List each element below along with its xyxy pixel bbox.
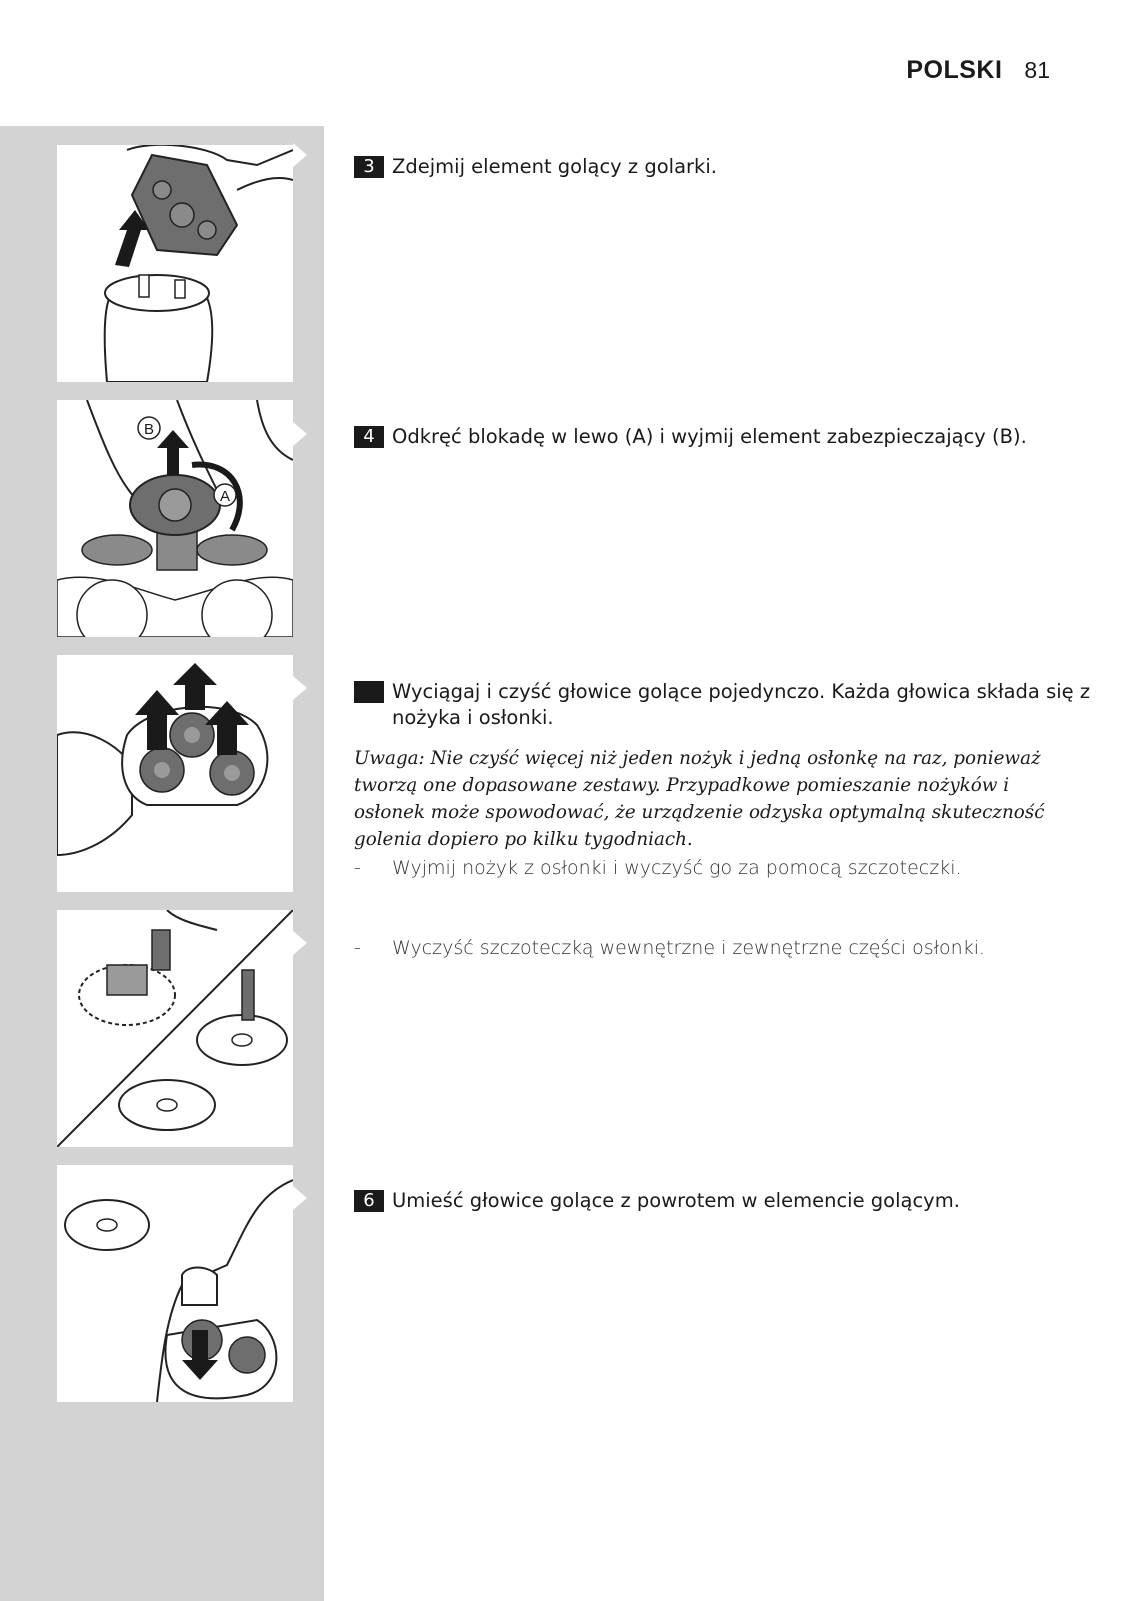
panel-notch (293, 143, 307, 167)
step-number: 5 (354, 681, 384, 703)
step-text: Odkręć blokadę w lewo (A) i wyjmij element zabezpieczający (B). (392, 425, 1027, 448)
step-text: Wyciągaj i czyść głowice golące pojedynczo. Każda głowica składa się z nożyka i osłonki. (392, 680, 1091, 729)
illustration-clean-guard (57, 910, 293, 1147)
step-number: 3 (354, 156, 384, 178)
warning-note: Uwaga: Nie czyść więcej niż jeden nożyk i jedną osłonkę na raz, ponieważ tworzą one dopasowane zestawy. Przypadkowe pomieszanie nożyków i osłonek może spowodować, że urządzenie odzyska optymalną skuteczność golenia dopiero po kilku tygodniach. (354, 748, 1045, 850)
illustration-remove-shaving-heads (57, 655, 293, 892)
step-4 (354, 424, 1074, 450)
bullet-dash: - (354, 857, 361, 879)
step-6 (354, 1188, 1074, 1214)
panel-notch (293, 1186, 307, 1210)
panel-notch (293, 422, 307, 446)
step-text: Umieść głowice golące z powrotem w elemencie golącym. (392, 1189, 960, 1212)
page-number: 81 (1024, 57, 1050, 83)
label-a: A (219, 488, 231, 505)
bullet-text: Wyczyść szczoteczką wewnętrzne i zewnętrzne części osłonki. (392, 937, 986, 959)
illustration-remove-shaving-unit (57, 145, 293, 382)
step-number: 4 (354, 426, 384, 448)
step-3 (354, 154, 1074, 180)
bullet-item (354, 855, 1074, 881)
page-header (906, 56, 1050, 85)
step-text: Zdejmij element golący z golarki. (392, 155, 717, 178)
step-5 (344, 679, 1112, 731)
panel-notch (293, 676, 307, 700)
step-number: 6 (354, 1190, 384, 1212)
panel-notch (293, 931, 307, 955)
bullet-dash: - (354, 937, 361, 959)
label-b: B (143, 421, 155, 438)
bullet-item (354, 935, 1074, 961)
illustration-put-heads-back (57, 1165, 293, 1402)
language-label: POLSKI (906, 56, 1003, 84)
illustration-unlock-retaining-frame (57, 400, 293, 637)
bullet-text: Wyjmij nożyk z osłonki i wyczyść go za pomocą szczoteczki. (392, 857, 962, 879)
